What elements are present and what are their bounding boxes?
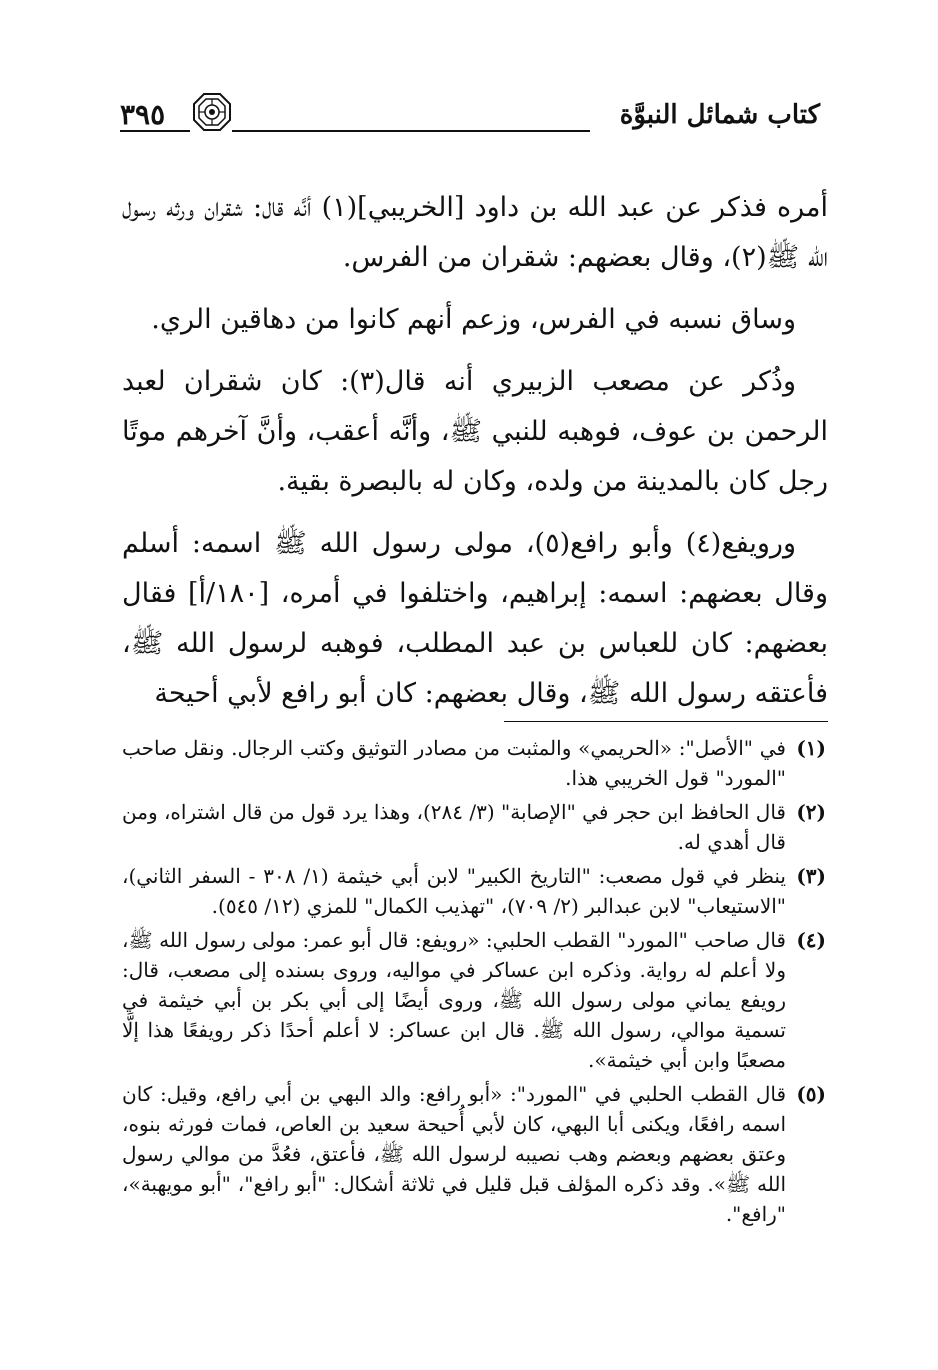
- footnote: [122, 797, 826, 857]
- footnote-number: (٤): [796, 928, 826, 952]
- footnotes: [122, 733, 826, 1233]
- footnote-text: قال صاحب "المورد" القطب الحلبي: «رويفع: قال أبو عمر: مولى رسول الله ﷺ، ولا أعلم له رواية. وذكره ابن عساكر في مواليه، وروى بسنده إلى مصعب، قال: رويفع يماني مولى رسول الله ﷺ، وروى أيضًا إلى أبي بكر بن أبي خيثمة في تسمية موالي، رسول الله ﷺ. قال ابن عساكر: لا أعلم أحدًا ذكر رويفعًا هذا إلَّا مصعبًا وابن أبي خيثمة».: [122, 928, 786, 1072]
- page-header: [120, 92, 820, 136]
- paragraph-2: وساق نسبه في الفرس، وزعم أنهم كانوا من دهاقين الري.: [151, 304, 796, 335]
- footnote-text: في "الأصل": «الحريمي» والمثبت من مصادر التوثيق وكتب الرجال. ونقل صاحب "المورد" قول الخريبي هذا.: [122, 736, 786, 790]
- footnote-rule: [504, 721, 828, 722]
- main-text: [122, 183, 828, 731]
- footnote: [122, 733, 826, 793]
- footnote: [122, 861, 826, 921]
- footnote-number: (١): [796, 736, 826, 760]
- footnote-text: قال الحافظ ابن حجر في "الإصابة" (٣/ ٢٨٤)، وهذا يرد قول من قال اشتراه، ومن قال أهدي له.: [122, 800, 786, 854]
- paragraph-1: أمره فذكر عن عبد الله بن داود [الخريبي](١) أنَّه قال: شقران ورثه رسول الله ﷺ(٢)، وقال بعضهم: شقران من الفرس.: [122, 192, 828, 273]
- paragraph-4: ورويفع(٤) وأبو رافع(٥)، مولى رسول الله ﷺ اسمه: أسلم وقال بعضهم: اسمه: إبراهيم، واختلفوا في أمره، [١٨٠/أ] فقال بعضهم: كان للعباس بن عبد المطلب، فوهبه لرسول الله ﷺ، فأعتقه رسول الله ﷺ، وقال بعضهم: كان أبو رافع لأبي أحيحة: [122, 528, 828, 709]
- footnote-number: (٣): [796, 864, 826, 888]
- footnote-text: ينظر في قول مصعب: "التاريخ الكبير" لابن أبي خيثمة (١/ ٣٠٨ - السفر الثاني)، "الاستيعاب" لابن عبدالبر (٢/ ٧٠٩)، "تهذيب الكمال" للمزي (١٢/ ٥٤٥).: [122, 864, 787, 918]
- footnote-number: (٢): [796, 800, 826, 824]
- footnote: [122, 1079, 826, 1229]
- book-title: كتاب شمائل النبوَّة: [619, 100, 820, 130]
- footnote-text: قال القطب الحلبي في "المورد": «أبو رافع: والد البهي بن أبي رافع، وقيل: كان اسمه رافعًا، ويكنى أبا البهي، كان لأبي أُحيحة سعيد بن العاص، فمات فورثه بنوه، وعتق بعضهم وبعضم وهب نصيبه لرسول الله ﷺ، فأعتق، فعُدَّ من موالي رسول الله ﷺ». وقد ذكره المؤلف قبل قليل في ثلاثة أشكال: "أبو رافع"، "أبو مويهبة»، "رافع".: [122, 1082, 786, 1226]
- octagonal-ornament-icon: [192, 92, 232, 132]
- footnote-number: (٥): [796, 1082, 826, 1106]
- header-rule: [232, 130, 590, 132]
- footnote: [122, 925, 826, 1075]
- page-number: ٣٩٥: [120, 98, 166, 131]
- paragraph-3: وذُكر عن مصعب الزبيري أنه قال(٣): كان شقران لعبد الرحمن بن عوف، فوهبه للنبي ﷺ، وأنَّه أعقب، وأنَّ آخرهم موتًا رجل كان بالمدينة من ولده، وكان له بالبصرة بقية.: [122, 366, 828, 497]
